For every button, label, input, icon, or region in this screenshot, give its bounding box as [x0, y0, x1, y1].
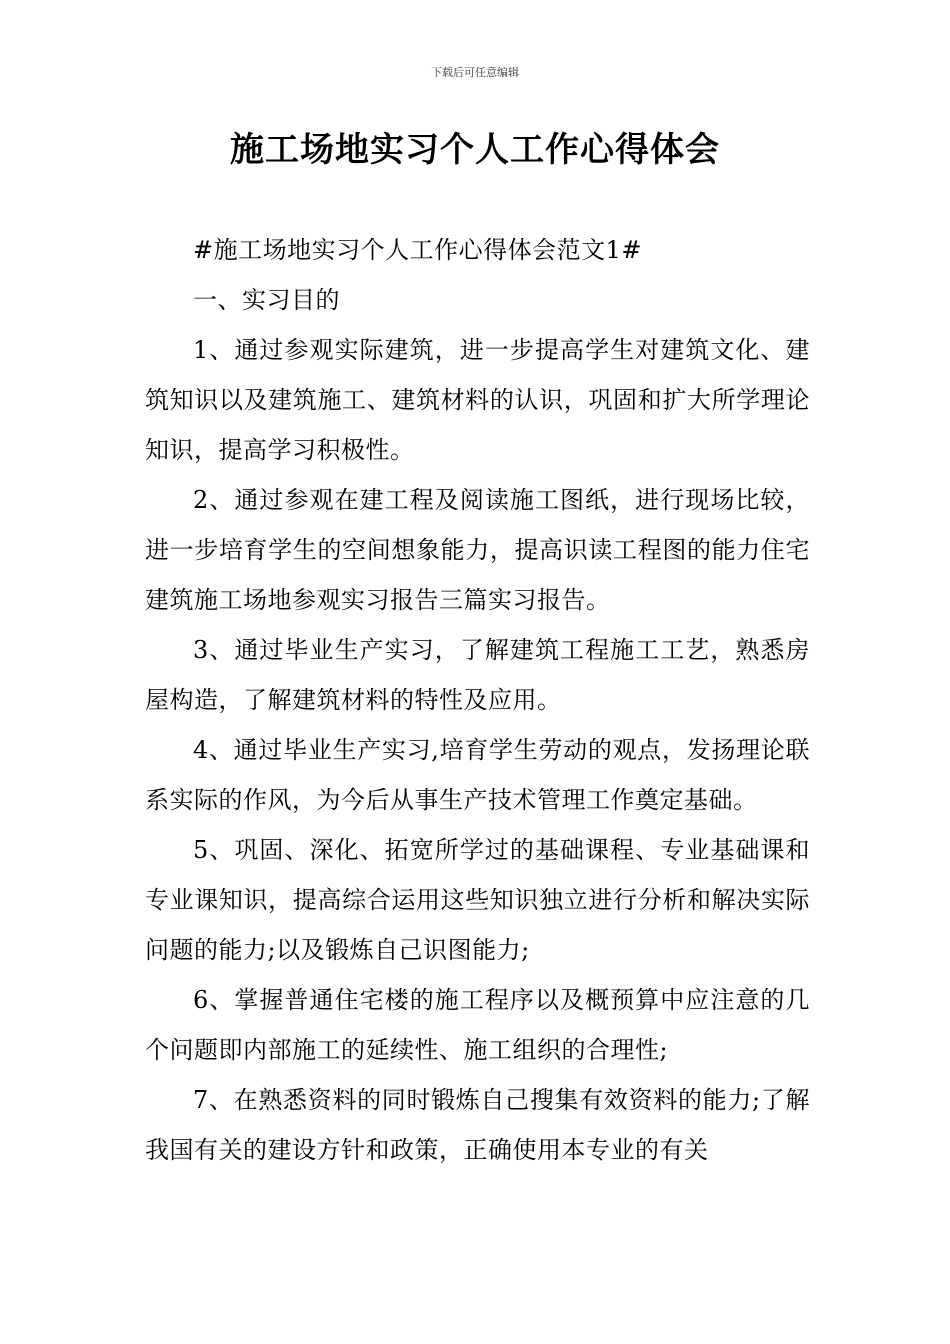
paragraph-section-heading: #施工场地实习个人工作心得体会范文1#: [193, 236, 642, 264]
document-body: [145, 225, 810, 1175]
paragraph-item-7: 7、在熟悉资料的同时锻炼自己搜集有效资料的能力;了解我国有关的建设方针和政策，正确使用本专业的有关: [145, 1086, 810, 1164]
paragraph-item-2: 2、通过参观在建工程及阅读施工图纸，进行现场比较，进一步培育学生的空间想象能力，提高识读工程图的能力住宅建筑施工场地参观实习报告三篇实习报告。: [145, 486, 810, 614]
paragraph-item-3: 3、通过毕业生产实习，了解建筑工程施工工艺，熟悉房屋构造，了解建筑材料的特性及应用。: [145, 636, 810, 714]
paragraph-subheading: 一、实习目的: [193, 286, 340, 314]
paragraph-item-1: 1、通过参观实际建筑，进一步提高学生对建筑文化、建筑知识以及建筑施工、建筑材料的认识，巩固和扩大所学理论知识，提高学习积极性。: [145, 336, 810, 464]
paragraph-item-4: 4、通过毕业生产实习,培育学生劳动的观点，发扬理论联系实际的作风，为今后从事生产技术管理工作奠定基础。: [145, 736, 810, 814]
paragraph-item-5: 5、巩固、深化、拓宽所学过的基础课程、专业基础课和专业课知识，提高综合运用这些知识独立进行分析和解决实际问题的能力;以及锻炼自己识图能力;: [145, 836, 810, 964]
header-note: 下载后可任意编辑: [431, 66, 519, 79]
document-title: 施工场地实习个人工作心得体会: [230, 130, 720, 170]
paragraph-item-6: 6、掌握普通住宅楼的施工程序以及概预算中应注意的几个问题即内部施工的延续性、施工组织的合理性;: [145, 986, 810, 1064]
